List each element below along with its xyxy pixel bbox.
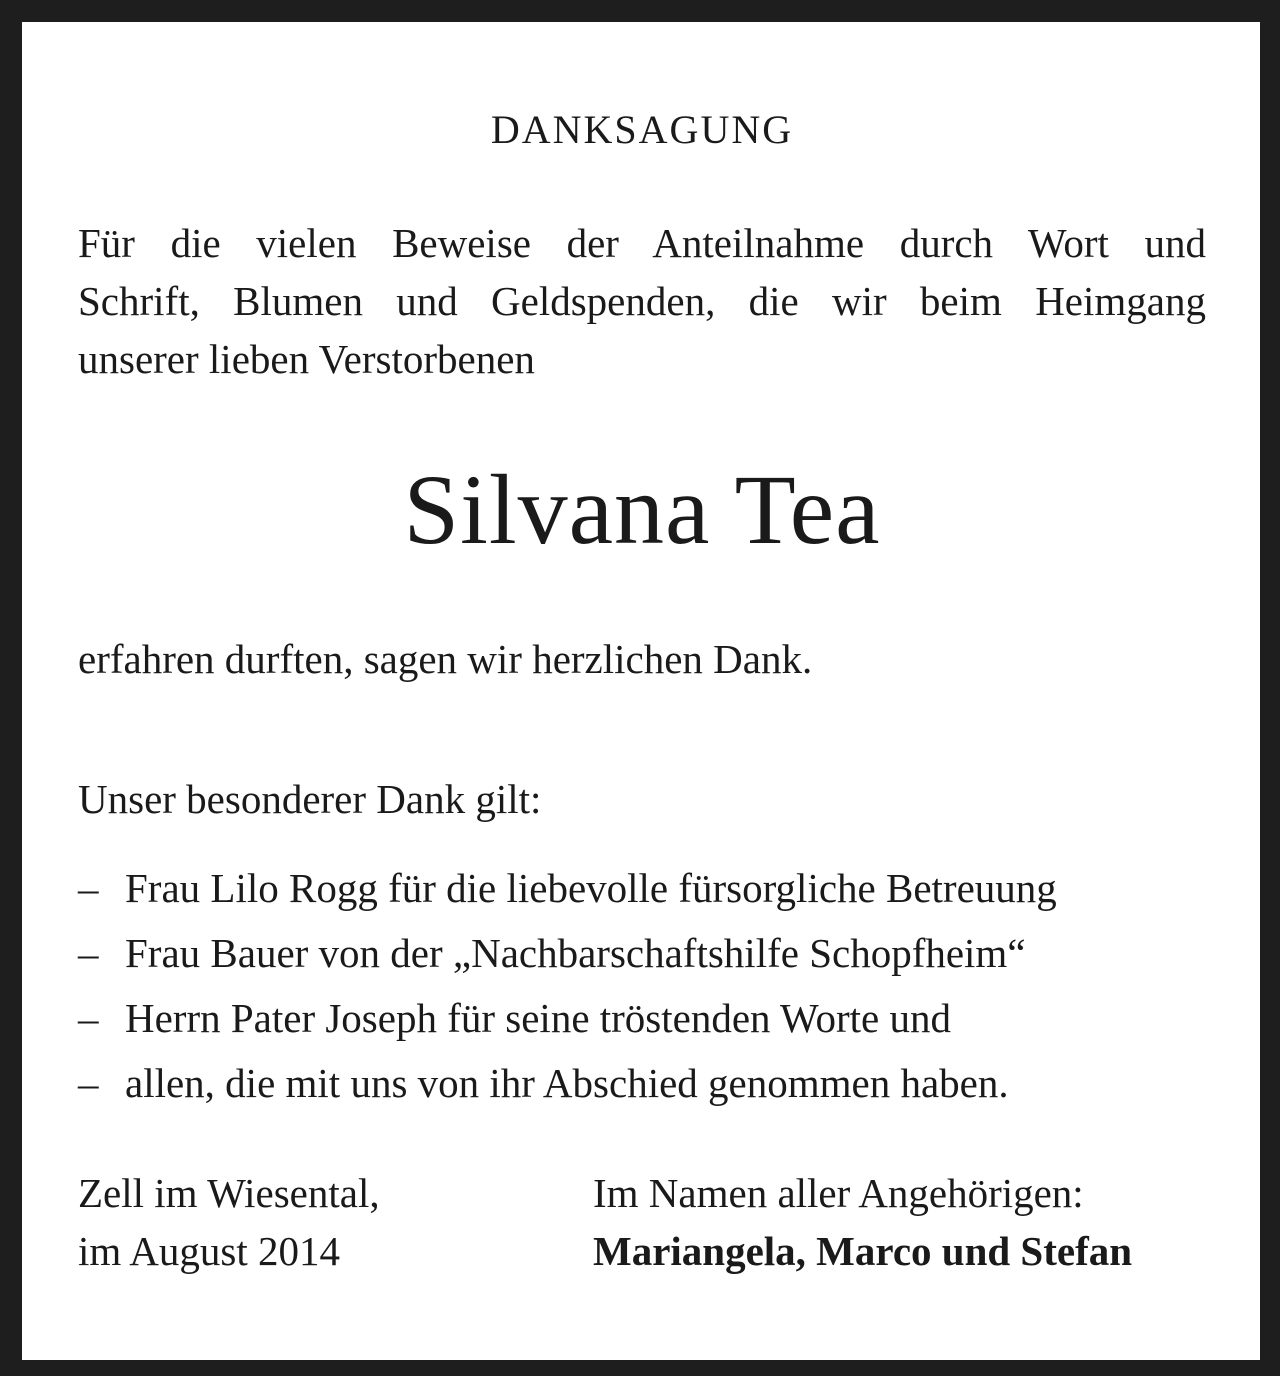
intro-line: unserer lieben Verstorbenen <box>78 336 535 382</box>
list-item-text: Frau Bauer von der „Nachbarschaftshilfe Schopfheim“ <box>125 930 1026 976</box>
list-item-text: Herrn Pater Joseph für seine tröstenden Worte und <box>125 995 951 1041</box>
deceased-name: Silvana Tea <box>403 454 881 565</box>
special-thanks-list <box>78 856 1206 1116</box>
dash-bullet: – <box>78 930 99 976</box>
list-item <box>78 1051 1206 1116</box>
thanks-line: erfahren durften, sagen wir herzlichen Dank. <box>78 636 813 682</box>
dash-bullet: – <box>78 1060 99 1106</box>
intro-line: Für die vielen Beweise der Anteilnahme durch Wort und <box>78 220 1206 266</box>
signature-block <box>593 1164 1213 1280</box>
list-item-text: allen, die mit uns von ihr Abschied genommen haben. <box>125 1060 1009 1106</box>
intro-paragraph <box>78 214 1206 388</box>
list-item-text: Frau Lilo Rogg für die liebevolle fürsorgliche Betreuung <box>125 865 1057 911</box>
special-thanks-heading: Unser besonderer Dank gilt: <box>78 776 542 822</box>
notice-heading: DANKSAGUNG <box>490 107 794 152</box>
place-and-date <box>78 1164 558 1280</box>
dash-bullet: – <box>78 865 99 911</box>
place: Zell im Wiesental, <box>78 1170 380 1216</box>
signature-intro: Im Namen aller Angehörigen: <box>593 1170 1084 1216</box>
list-item <box>78 921 1206 986</box>
list-item <box>78 856 1206 921</box>
intro-line: Schrift, Blumen und Geldspenden, die wir beim Heimgang <box>78 278 1206 324</box>
signature-names: Mariangela, Marco und Stefan <box>593 1228 1133 1274</box>
list-item <box>78 986 1206 1051</box>
dash-bullet: – <box>78 995 99 1041</box>
date: im August 2014 <box>78 1228 340 1274</box>
